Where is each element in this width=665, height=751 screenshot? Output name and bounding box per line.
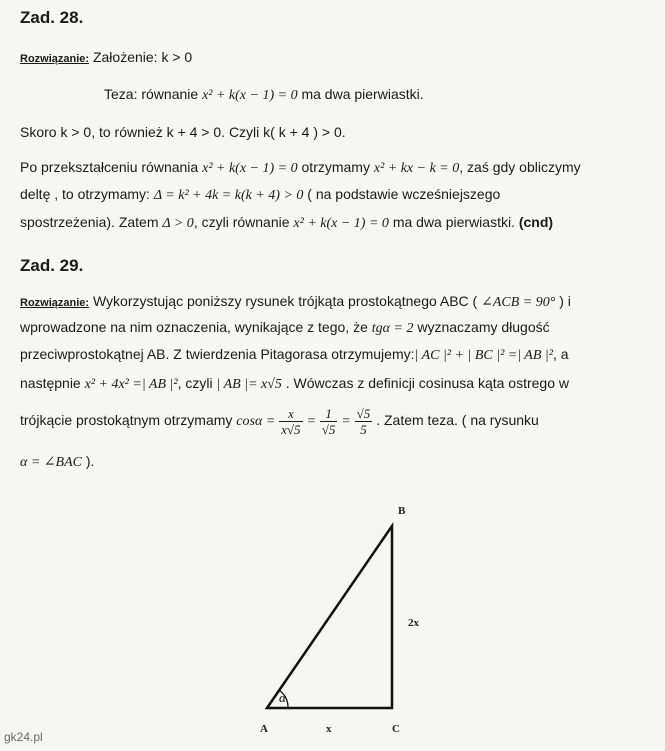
zad29-line6 — [20, 452, 94, 472]
text: ( na podstawie wcześniejszego — [307, 186, 501, 202]
zad28-line5 — [20, 185, 500, 205]
vertex-b-label: B — [398, 505, 406, 517]
zad28-line4 — [20, 158, 581, 178]
equals: = — [306, 414, 316, 429]
zad29-title: Zad. 29. — [20, 256, 84, 275]
equals: = — [341, 414, 351, 429]
text: ) i — [559, 293, 571, 309]
side-ac-label: x — [326, 723, 332, 735]
equation: Δ > 0 — [162, 216, 194, 231]
equation: tgα = 2 — [371, 321, 414, 336]
thesis-label: Teza: równanie — [104, 86, 199, 102]
vertex-c-label: C — [392, 723, 400, 735]
text: trójkącie prostokątnym otrzymamy — [20, 412, 233, 428]
thesis-line — [104, 85, 424, 105]
text: Po przekształceniu równania — [20, 159, 199, 175]
text: , zaś gdy obliczymy — [459, 159, 581, 175]
zad29-line2 — [20, 318, 550, 338]
text: . Zatem teza. ( na rysunku — [376, 412, 539, 428]
zad28-title: Zad. 28. — [20, 8, 84, 27]
text: spostrzeżenia). Zatem — [20, 214, 159, 230]
cnd: (cnd) — [518, 214, 554, 230]
zad28-line6 — [20, 213, 553, 233]
numerator: x — [279, 406, 302, 422]
solution-label: Rozwiązanie: — [20, 53, 90, 65]
equation: x² + 4x² =| AB |² — [84, 377, 178, 392]
vertex-a-label: A — [260, 723, 268, 735]
equation: | AB |= x√5 — [216, 377, 282, 392]
thesis-equation: x² + k(x − 1) = 0 — [202, 88, 298, 103]
text: Wykorzystując poniższy rysunek trójkąta prostokątnego ABC ( — [92, 293, 478, 309]
zad29-line5 — [20, 400, 539, 442]
denominator: x√5 — [281, 421, 301, 437]
zad28-line3: Skoro k > 0, to również k + 4 > 0. Czyli k( k + 4 ) > 0. — [20, 124, 346, 140]
text: ). — [85, 453, 95, 469]
denominator: √5 — [321, 421, 336, 437]
zad28-assumption-line — [20, 48, 192, 68]
thesis-end: ma dwa pierwiastki. — [301, 86, 424, 102]
triangle-abc — [267, 526, 392, 708]
numerator: 1 — [320, 406, 338, 422]
text: przeciwprostokątnej AB. Z twierdzenia Pitagorasa otrzymujemy: — [20, 346, 415, 362]
equation: x² + kx − k = 0 — [373, 161, 460, 176]
text: wyznaczamy długość — [417, 319, 550, 335]
equation: cosα = — [236, 414, 276, 429]
fraction — [355, 406, 373, 437]
equation: x² + k(x − 1) = 0 — [202, 161, 298, 176]
fraction — [279, 406, 302, 437]
side-bc-label: 2x — [408, 617, 419, 629]
text: otrzymamy — [301, 159, 370, 175]
watermark: gk24.pl — [4, 730, 43, 744]
numerator: √5 — [356, 405, 371, 421]
denominator: 5 — [360, 421, 367, 437]
equation: x² + k(x − 1) = 0 — [293, 216, 389, 231]
zad29-line1 — [20, 292, 571, 312]
equation: ∠ACB = 90° — [481, 295, 556, 310]
zad29-line4 — [20, 374, 569, 394]
equation: α = ∠BAC — [20, 455, 82, 470]
zad29-line3 — [20, 345, 569, 365]
angle-label: α — [279, 690, 286, 705]
text: . Wówczas z definicji cosinusa kąta ostrego w — [285, 375, 569, 391]
triangle-figure — [250, 498, 450, 738]
text: , czyli równanie — [193, 214, 290, 230]
solution-label: Rozwiązanie: — [20, 297, 90, 309]
text: , czyli — [177, 375, 213, 391]
text: ma dwa pierwiastki. — [392, 214, 515, 230]
text: wprowadzone na nim oznaczenia, wynikające z tego, że — [20, 319, 368, 335]
fraction — [320, 406, 338, 437]
equation: | AC |² + | BC |² =| AB |² — [414, 348, 553, 363]
equation: Δ = k² + 4k = k(k + 4) > 0 — [153, 188, 304, 203]
assumption: Założenie: k > 0 — [92, 49, 193, 65]
text: deltę , to otrzymamy: — [20, 186, 150, 202]
text: , a — [552, 346, 569, 362]
text: następnie — [20, 375, 81, 391]
